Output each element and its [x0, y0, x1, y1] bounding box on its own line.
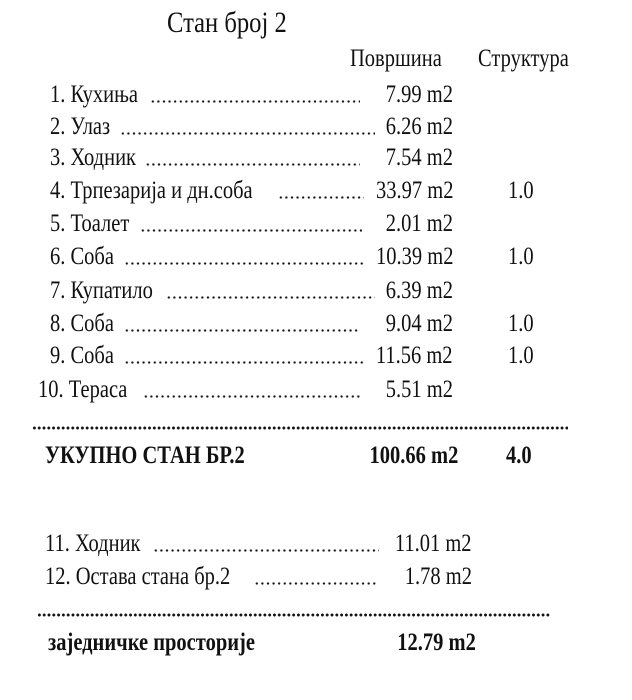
column-header-structure: Структура: [478, 45, 569, 72]
room-label: 11. Ходник: [45, 530, 141, 557]
dot-leader: [143, 395, 361, 398]
room-structure: 1.0: [508, 342, 534, 369]
dot-leader: [278, 196, 364, 199]
apartment-total-area: 100.66 m2: [369, 442, 458, 469]
room-area: 6.39 m2: [385, 277, 453, 304]
room-label: 12. Остава стана бр.2: [45, 563, 231, 590]
room-label: 9. Соба: [50, 342, 114, 369]
room-area: 7.99 m2: [385, 81, 453, 108]
apartment-total-label: УКУПНО СТАН БР.2: [45, 442, 245, 469]
room-structure: 1.0: [508, 177, 534, 204]
room-area: 1.78 m2: [404, 563, 472, 590]
room-structure: 1.0: [508, 243, 534, 270]
room-area: 10.39 m2: [375, 243, 453, 270]
dot-leader: [124, 262, 364, 265]
room-label: 8. Соба: [50, 310, 114, 337]
dot-leader: [120, 132, 375, 135]
room-area: 9.04 m2: [385, 310, 453, 337]
room-label: 4. Трпезарија и дн.соба: [50, 177, 253, 204]
room-area: 33.97 m2: [375, 177, 453, 204]
dot-leader: [124, 329, 360, 332]
dot-leader: [153, 549, 379, 552]
room-area: 2.01 m2: [385, 210, 453, 237]
room-label: 7. Купатило: [50, 277, 153, 304]
room-structure: 1.0: [508, 310, 534, 337]
room-label: 2. Улаз: [50, 113, 111, 140]
room-label: 1. Кухиња: [50, 81, 139, 108]
room-area: 11.01 m2: [395, 530, 472, 557]
room-area: 6.26 m2: [385, 113, 453, 140]
room-label: 6. Соба: [50, 243, 114, 270]
room-area: 7.54 m2: [385, 144, 453, 171]
dot-leader: [150, 100, 360, 103]
common-total-area: 12.79 m2: [397, 629, 476, 656]
dot-leader: [140, 229, 362, 232]
room-area: 5.51 m2: [385, 376, 453, 403]
room-label: 10. Тераса: [38, 376, 128, 403]
column-header-area: Површина: [350, 45, 442, 72]
dot-leader: [254, 582, 378, 585]
separator-dotted-line: [37, 613, 551, 617]
room-label: 5. Тоалет: [50, 210, 130, 237]
apartment-total-structure: 4.0: [506, 442, 532, 469]
dot-leader: [145, 163, 360, 166]
common-total-label: заједничке просторије: [48, 629, 255, 656]
dot-leader: [124, 361, 364, 364]
separator-dotted-line: [32, 426, 568, 430]
room-area: 11.56 m2: [376, 342, 453, 369]
dot-leader: [166, 296, 375, 299]
room-label: 3. Ходник: [50, 144, 137, 171]
document-title: Стан број 2: [167, 6, 287, 39]
